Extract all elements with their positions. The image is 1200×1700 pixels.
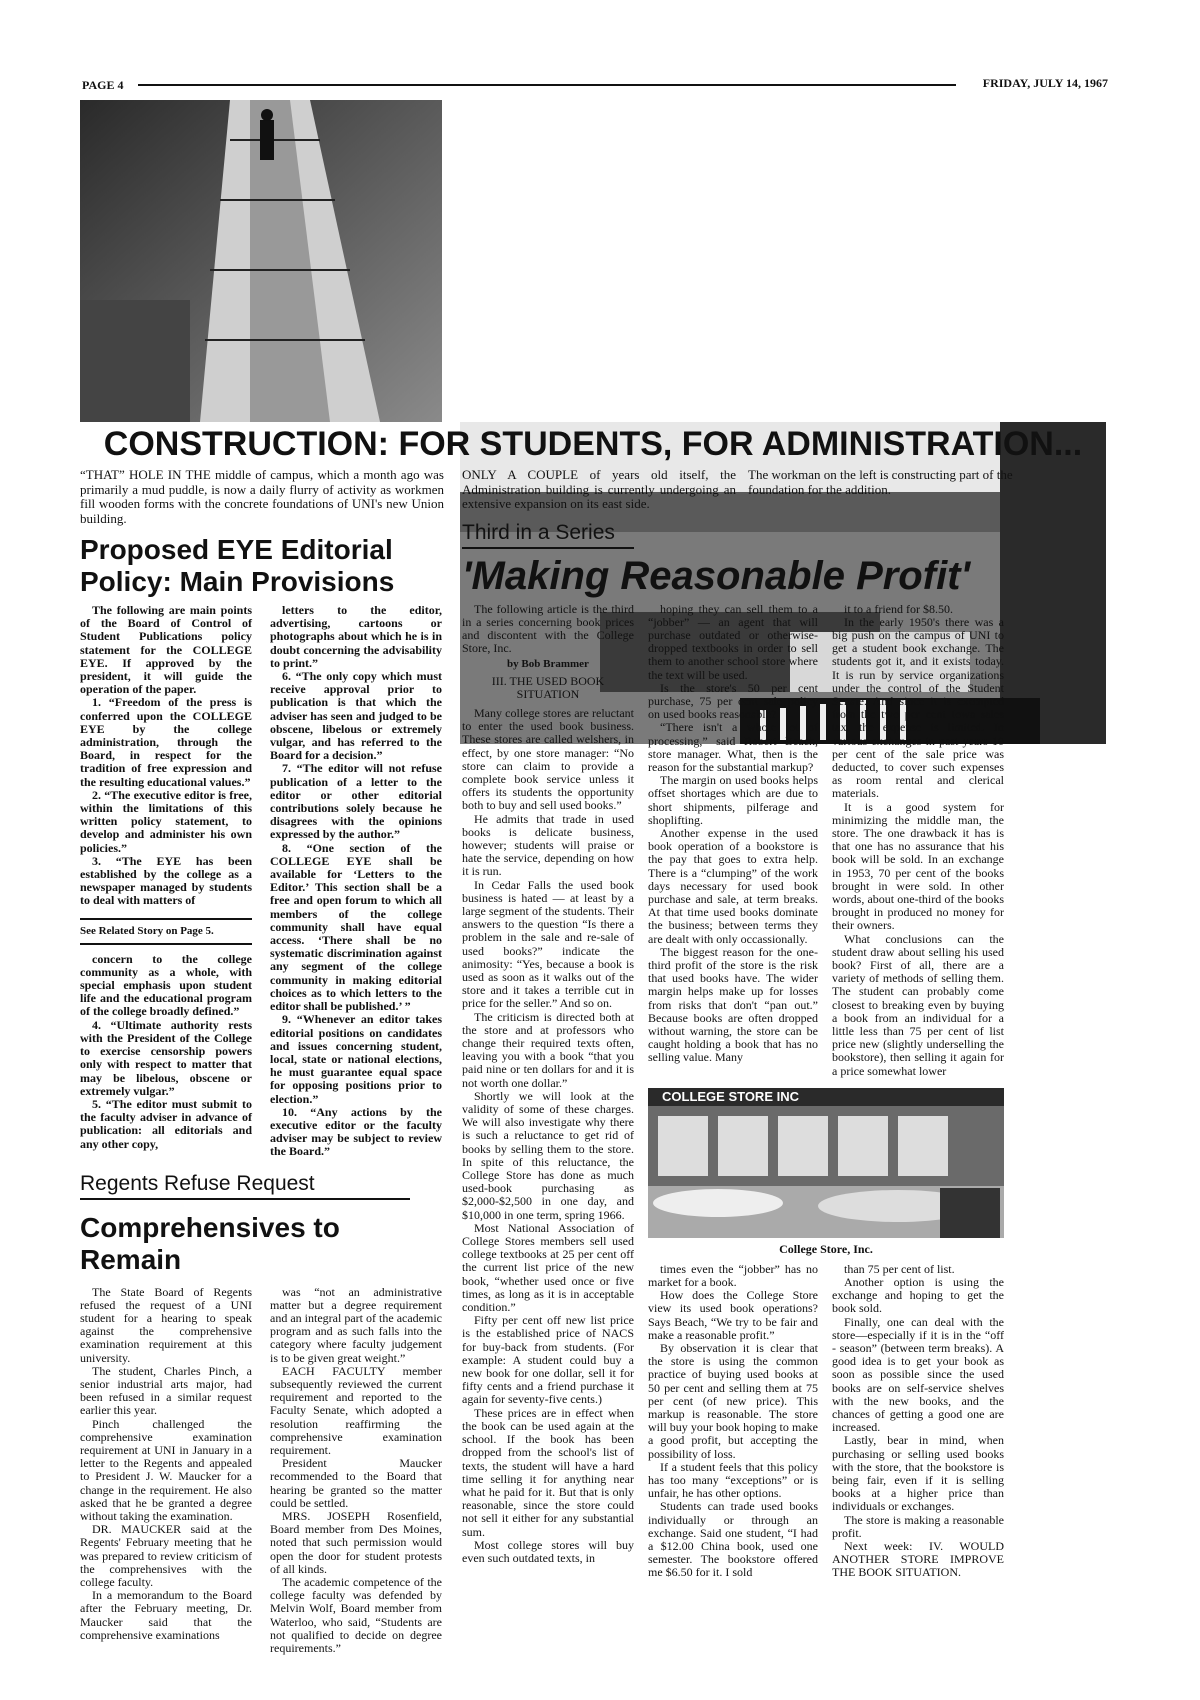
paragraph: Pinch challenged the comprehensive examination requirement at UNI in January in a letter to the Regents and appealed to President J. W. Maucker for a change in the requirement. He also asked that he be granted a degree without taking the examination. [80, 1416, 252, 1523]
paragraph: The biggest reason for the one-third profit of the store is the risk that used books have. The wider margin helps make up for losses from risks that don't “pan out.” Because books are often dropped without warning, the store can be caught holding a book that has no selling value. Many [648, 944, 818, 1065]
paragraph: 8. “One section of the COLLEGE EYE shall be available for ‘Letters to the Editor.’ This section shall be a free and open forum to which all members of the college community shall have equal access. ‘There shall be no systematic discrimination against any segment of the college community in making editorial choices as to which letters to the editor shall be published.’ ” [270, 840, 442, 1014]
profit-column-c-top [832, 603, 1004, 1078]
paragraph: 3. “The EYE has been established by the college as a newspaper managed by students to deal with matters of [80, 853, 252, 908]
college-store-photo [648, 1088, 1004, 1238]
paragraph: 2. “The executive editor is free, within the limitations of this written policy statement, to develop and administer his own policies.” [80, 787, 252, 855]
paragraph: The student, Charles Pinch, a senior industrial arts major, had been refused in a similar request earlier this year. [80, 1363, 252, 1418]
regents-kicker: Regents Refuse Request [80, 1171, 410, 1200]
paragraph: 7. “The editor will not refuse publication of a letter to the editor or other editorial contributions solely because he disagrees with the opinions expressed by the author.” [270, 761, 442, 842]
paragraph: DR. MAUCKER said at the Regents' February meeting that he was prepared to review criticism of the comprehensives with the college faculty. [80, 1522, 252, 1589]
paragraph: Another expense in the used book operation of a bookstore is the pay that goes to extra help. There is a “clumping” of the work days necessary for used book purchase and sale, at term breaks. At that time used books dominate the business; between terms they are dealt with only occassionally. [648, 825, 818, 946]
paragraph: concern to the college community as a whole, with special emphasis upon student life and the educational program of the college broadly defined.” [80, 951, 252, 1019]
page-number: PAGE 4 [82, 78, 124, 92]
paragraph: What conclusions can the student draw about selling his used book? First of all, there are a variety of methods of selling them. The student can probably come closest to breaking even by buying a book from an individual for a little less than 75 per cent of list price new (slightly underselling the bookstore), then selling it again for a price somewhat lower [832, 931, 1004, 1078]
paragraph: He admits that trade in used books is delicate business, however; students will praise or hate the service, depending on how it is run. [462, 811, 634, 879]
editorial-headline: Proposed EYE Editorial Policy: Main Provisions [80, 534, 395, 597]
paragraph: These prices are in effect when the book can be used again at the school. If the book has been dropped from the school's list of texts, the student will have a hard time selling it for anything near what he paid for it. But that is only reasonable, since the store could not sell it either for any substantial sum. [462, 1405, 634, 1539]
paragraph: than 75 per cent of list. [844, 1261, 955, 1276]
paragraph: Finally, one can deal with the store—especially if it is in the “off - season” (between term breaks). A good idea is to get your book as soon as possible since the used books are on self-service shelves with the new books, and the chances of getting a good one are increased. [832, 1314, 1004, 1435]
caption-workman: The workman on the left is constructing part of the foundation for the addition. [748, 467, 1013, 497]
paragraph: Students can trade used books individually or through an exchange. Said one student, “I had a $12.00 China book, used one semester. The bookstore offered me $6.50 for it. I sold [648, 1499, 818, 1580]
profit-top-columns [648, 603, 1004, 1078]
paragraph: It is a good system for minimizing the middle man, the store. The one drawback it has is that one has no assurance that his book will be sold. In an exchange in 1953, 70 per cent of the books brought in were sold. In other words, about one-third of the books brought in produced no money for their owners. [832, 799, 1004, 933]
paragraph: The margin on used books helps offset shortages which are due to short shipments, pilferage and shoplifting. [648, 773, 818, 827]
paragraph-list [80, 953, 252, 1151]
left-section [80, 468, 444, 1655]
photo-captions [462, 468, 1112, 512]
paragraph: In the early 1950's there was a big push on the campus of UNI to get a student book exchange. The students got it, and it exists today. It is run by service organizations under the control of the Student Senate. And since it is exempted from the two per cent Iowa sales tax, the expense is limited. In various exchanges in past years 10 per cent of the sale price was deducted, to cover such expenses as room rental and clerical materials. [832, 614, 1004, 801]
paragraph: Another option is using the exchange and hoping to get the book sold. [832, 1275, 1004, 1316]
paragraph: Next week: IV. WOULD ANOTHER STORE IMPROVE THE BOOK SITUATION. [832, 1539, 1004, 1580]
regents-columns [80, 1286, 444, 1656]
section-heading: III. THE USED BOOK SITUATION [491, 673, 605, 701]
paragraph: 10. “Any actions by the executive editor or the faculty adviser may be subject to review the Board.” [270, 1104, 442, 1159]
paragraph: “There isn't a whole lot of processing,” said Robert Beach, store manager. What, then is the reason for the substantial markup? [648, 720, 818, 774]
paragraph: The following are main points of the Board of Control of Student Publications policy statement for the COLLEGE EYE. If approved by the president, it will guide the operation of the paper. [80, 603, 252, 697]
paragraph: The academic competence of the college faculty was defended by Melvin Wolf, Board member from Waterloo, who said, “Students are not qualified to decide on degree requirements.” [270, 1575, 442, 1656]
paragraph: MRS. JOSEPH Rosenfield, Board member from Des Moines, noted that such permission would open the door for student protests of all kinds. [270, 1508, 442, 1576]
paragraph: 9. “Whenever an editor takes editorial positions on candidates and issues concerning student, local, state or national elections, he must guarantee equal space for opposing positions prior to election.” [270, 1012, 442, 1106]
regents-column-2 [270, 1286, 442, 1656]
profit-headline: 'Making Reasonable Profit' [462, 553, 971, 598]
paragraph: In a memorandum to the Board after the February meeting, Dr. Maucker said that the comprehensive examinations [80, 1588, 252, 1642]
paragraph: The store is making a reasonable profit. [832, 1512, 1004, 1540]
paragraph: 1. “Freedom of the press is conferred upon the COLLEGE EYE by the college administration, through the Board, in respect for the tradition of free expression and the resulting educational values.” [80, 695, 252, 789]
issue-date: FRIDAY, JULY 14, 1967 [982, 76, 1108, 90]
paragraph: The criticism is directed both at the store and at professors who change their required texts often, leaving you with a book “that you paid nine or ten dollars for and it is not worth one dollar.” [462, 1009, 634, 1090]
paragraph: 5. “The editor must submit to the faculty adviser in advance of publication: all editorials and any other copy, [80, 1096, 252, 1151]
paragraph-list [80, 1286, 252, 1642]
profit-columns [462, 603, 1112, 1580]
paragraph: The State Board of Regents refused the request of a UNI student for a hearing to speak against the comprehensive examination requirement at this university. [80, 1284, 252, 1365]
paragraph: hoping they can sell them to a “jobber” — an agent that will purchase outdated or otherwise-dropped textbooks in order to sell them to another school store where the text will be used. [648, 601, 818, 682]
paragraph: EACH FACULTY member subsequently reviewed the current requirement and reported to the Faculty Senate, which adopted a resolution reaffirming the comprehensive examination requirement. [270, 1363, 442, 1457]
paragraph: Lastly, bear in mind, when purchasing or selling used books with the store, that the bookstore is being fair, even if it is selling books at a higher price than individuals or exchanges. [832, 1433, 1004, 1514]
paragraph: it to a friend for $8.50. [844, 601, 953, 616]
profit-column-b-top [648, 603, 818, 1065]
profit-column-b-bottom [648, 1263, 818, 1580]
paragraph: By observation it is clear that the store is using the common practice of buying used books at 50 per cent and selling them at 75 per cent (of new price). This markup is reasonable. The store will buy your book hoping to make a good profit, but accepting the possibility of loss. [648, 1341, 818, 1461]
paragraph-list [832, 1263, 1004, 1580]
construction-headline: CONSTRUCTION: FOR STUDENTS, FOR ADMINISTRATION... [103, 425, 1083, 463]
paragraph: 4. “Ultimate authority rests with the President of the College to exercise censorship powers only with respect to matter that may be libelous, obscene or extremely vulgar.” [80, 1017, 252, 1098]
paragraph: In Cedar Falls the used book business is hated — at least by a large segment of the students. Their answers to the question “Is there a problem in the sale and re-sale of used books?” indicate the animosity: “Yes, because a book is used as soon as it walks out of the store and it takes a terrible cut in price for the seller.” And so on. [462, 877, 634, 1011]
caption-administration: ONLY A COUPLE of years old itself, the Administration building is currently undergoing an extensive expansion on its east side. [462, 467, 736, 511]
paragraph: Shortly we will look at the validity of some of these charges. We will also investigate why there is such a reluctance to get rid of books by selling them to the store. In spite of this reluctance, the College Store has done as much used-book purchasing as $2,000-$2,500 in one day, and $10,000 in one term, spring 1966. [462, 1088, 634, 1222]
byline: by Bob Brammer [507, 658, 589, 671]
paragraph: Is the store's 50 per cent purchase, 75 per cent sale policy on used books reasonable? [648, 680, 818, 722]
series-kicker: Third in a Series [462, 520, 634, 549]
store-sign: COLLEGE STORE INC [662, 1088, 799, 1104]
paragraph-list [270, 1286, 442, 1656]
caption-union-hole: “THAT” HOLE IN THE middle of campus, which a month ago was primarily a mud puddle, is now a daily flurry of activity as workmen fill wooden forms with the concrete foundations of UNI's new Union building. [80, 467, 444, 526]
paragraph: Fifty per cent off new list price is the established price of NACS for buy-back from students. (For example: A student could buy a new book for one dollar, sell it for fifty cents and a friend purchase it again for seventy-five cents.) [462, 1313, 634, 1407]
paragraph: President Maucker recommended to the Board that hearing be granted so the matter could be settled. [270, 1456, 442, 1510]
paragraph-list [80, 604, 252, 908]
paragraph-list [270, 604, 442, 1159]
profit-right-block [648, 603, 1004, 1580]
editorial-columns [80, 604, 444, 1159]
regents-column-1 [80, 1286, 252, 1642]
profit-bottom-columns [648, 1263, 1004, 1580]
paragraph-list [832, 603, 1004, 1078]
profit-column-a [462, 603, 634, 1566]
paragraph: was “not an administrative matter but a degree requirement and an integral part of the academic program and as such falls into the category where faculty judgement is to be given great weight.” [270, 1284, 442, 1365]
paragraph: letters to the editor, advertising, cartoons or photographs about which he is in doubt concerning the advisability to print.” [270, 603, 442, 670]
paragraph-list [648, 1263, 818, 1580]
paragraph: times even the “jobber” has no market for a book. [648, 1261, 818, 1290]
related-story-note[interactable]: See Related Story on Page 5. [80, 918, 252, 945]
intro: The following article is the third in a series concerning book prices and discontent with the College Store, Inc. [462, 601, 634, 656]
header-rule [138, 84, 956, 86]
paragraph: Many college stores are reluctant to enter the used book business. These stores are called welshers, in effect, by one store manager: “No store can claim to provide a complete book service unless it offers its students the opportunity both to buy and sell used books.” [462, 705, 634, 813]
paragraph: How does the College Store view its used book operations? Says Beach, “We try to be fair and make a reasonable profit.” [648, 1288, 818, 1342]
paragraph: If a student feels that this policy has too many “exceptions” or is unfair, he has other options. [648, 1459, 818, 1501]
paragraph-list [462, 707, 634, 1565]
profit-column-c-bottom [832, 1263, 1004, 1580]
regents-headline: Comprehensives to Remain [80, 1211, 340, 1275]
paragraph: Most college stores will buy even such outdated texts, in [462, 1537, 634, 1565]
right-section [462, 468, 1112, 1580]
paragraph: 6. “The only copy which must receive approval prior to publication is that which the adviser has seen and judged to be obscene, libelous or extremely vulgar, and has referred to the Board for a decision.” [270, 669, 442, 763]
editorial-column-2 [270, 604, 442, 1159]
paragraph: Most National Association of College Stores members sell used college textbooks at 25 per cent off the current list price of the new book, “whether used once or five times, as long as it is in acceptable condition.” [462, 1220, 634, 1315]
editorial-column-1 [80, 604, 252, 1151]
union-construction-photo [80, 100, 442, 422]
store-photo-caption: College Store, Inc. [779, 1241, 873, 1256]
paragraph-list [648, 603, 818, 1065]
